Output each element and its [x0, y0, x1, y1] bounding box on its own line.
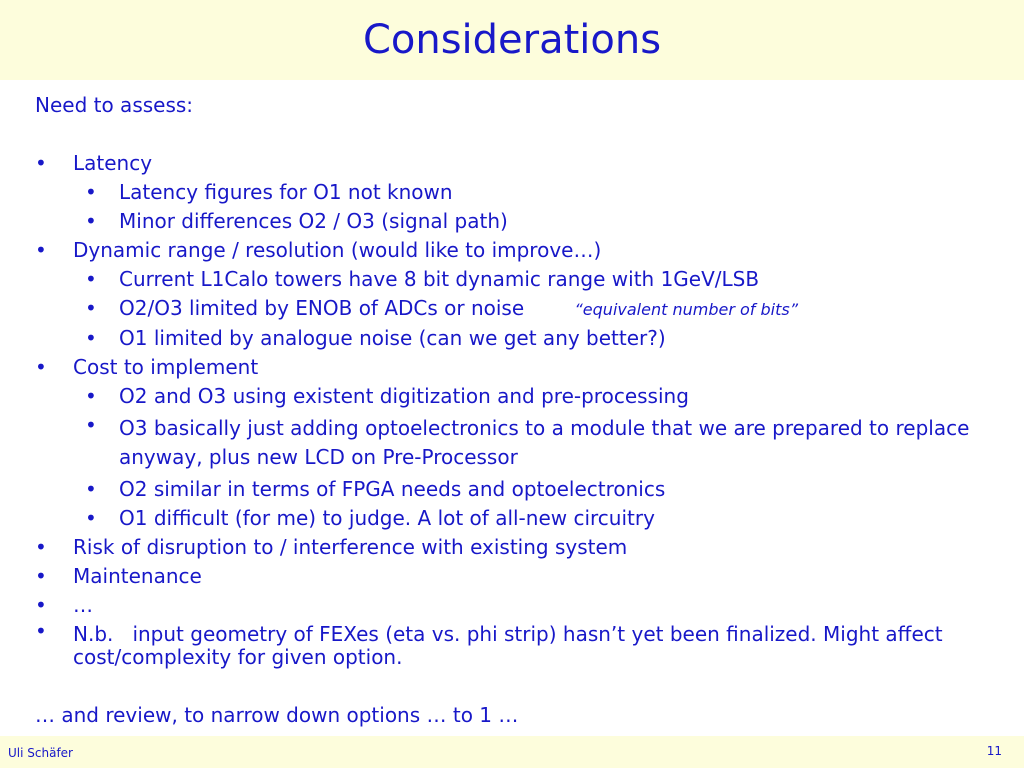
sub-item-text: Current L1Calo towers have 8 bit dynamic range with 1GeV/LSB [119, 267, 760, 291]
slide-body [35, 91, 1005, 730]
bullet-icon: • [85, 296, 97, 320]
bullet-icon: • [35, 593, 47, 617]
sub-item-text: O2 similar in terms of FPGA needs and optoelectronics [119, 477, 666, 501]
list-item-text: Cost to implement [73, 355, 259, 379]
list-item-cost [35, 353, 1005, 382]
bullet-icon: • [85, 506, 97, 530]
list-item-nb [35, 620, 1005, 672]
sub-item [35, 207, 1005, 236]
bullet-icon: • [35, 238, 47, 262]
slide-title: Considerations [362, 17, 662, 63]
list-item-text: Dynamic range / resolution (would like to improve…) [73, 238, 602, 262]
bullet-icon: • [35, 564, 47, 588]
sub-item-text: Latency figures for O1 not known [119, 180, 453, 204]
sub-item-text: O1 difficult (for me) to judge. A lot of all-new circuitry [119, 506, 655, 530]
intro-text: Need to assess: [35, 93, 194, 117]
bullet-icon: • [85, 209, 97, 233]
bullet-list [35, 149, 1005, 672]
list-item-risk [35, 533, 1005, 562]
closing-text: … and review, to narrow down options … to 1 … [35, 703, 519, 727]
bullet-icon: • [35, 151, 47, 175]
bullet-icon: • [35, 619, 47, 643]
bullet-icon: • [85, 384, 97, 408]
bullet-icon: • [85, 267, 97, 291]
sub-item [35, 294, 1005, 324]
sub-item [35, 265, 1005, 294]
sub-list [35, 265, 1005, 353]
list-item-text: Latency [73, 151, 153, 175]
page-number: 11 [986, 744, 1002, 758]
list-item-text: Risk of disruption to / interference with existing system [73, 535, 628, 559]
bullet-icon: • [85, 477, 97, 501]
spacer [35, 120, 1005, 149]
sub-list [35, 382, 1005, 533]
bullet-icon: • [85, 413, 97, 437]
sub-item [35, 475, 1005, 504]
bullet-icon: • [35, 535, 47, 559]
bullet-icon: • [85, 326, 97, 350]
enob-note: “equivalent number of bits” [574, 300, 798, 319]
bullet-icon: • [85, 180, 97, 204]
list-item-latency [35, 149, 1005, 178]
list-item-text: Maintenance [73, 564, 202, 588]
list-item-ellipsis [35, 591, 1005, 620]
sub-list [35, 178, 1005, 236]
list-item-text: … [73, 593, 93, 617]
sub-item-text: O1 limited by analogue noise (can we get any better?) [119, 326, 666, 350]
sub-item-text: O2 and O3 using existent digitization and pre-processing [119, 384, 689, 408]
sub-item [35, 178, 1005, 207]
sub-item-text: O3 basically just adding optoelectronics to a module that we are prepared to replace anyway, plus new LCD on Pre-Processor [119, 416, 970, 469]
sub-item [35, 382, 1005, 411]
footer-band [0, 736, 1024, 768]
bullet-icon: • [35, 355, 47, 379]
sub-item [35, 504, 1005, 533]
sub-item [35, 411, 1005, 475]
sub-item [35, 324, 1005, 353]
list-item-dynamic-range [35, 236, 1005, 265]
footer-author: Uli Schäfer [8, 746, 73, 760]
list-item-maintenance [35, 562, 1005, 591]
sub-item-text: O2/O3 limited by ENOB of ADCs or noise [119, 296, 525, 320]
list-item-text: N.b. input geometry of FEXes (eta vs. phi strip) hasn’t yet been finalized. Might affect cost/complexity for given option. [73, 622, 949, 669]
sub-item-text: Minor differences O2 / O3 (signal path) [119, 209, 508, 233]
